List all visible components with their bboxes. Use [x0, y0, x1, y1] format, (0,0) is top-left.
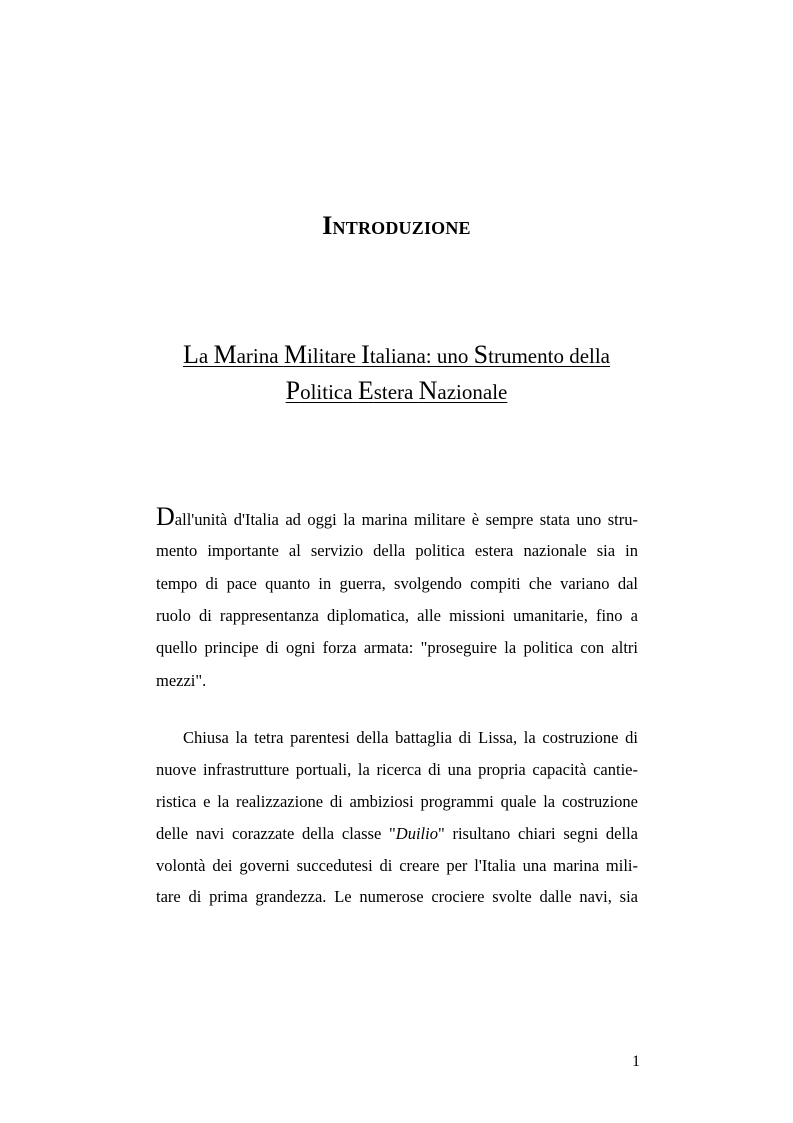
section-subtitle-line-2	[0, 376, 793, 407]
paragraph-text: all'unità d'Italia ad oggi la marina militare è sempre stata uno stru-	[174, 510, 638, 529]
paragraph-2-line-3: ristica e la realizzazione di ambiziosi programmi quale la costruzione	[156, 792, 638, 811]
paragraph-1-line-1	[156, 502, 638, 531]
subtitle-cap: E	[357, 376, 374, 405]
paragraph-text: delle navi corazzate della classe "	[156, 824, 396, 843]
paragraph-1-line-4: ruolo di rappresentanza diplomatica, alle missioni umanitarie, fino a	[156, 606, 638, 625]
subtitle-cap: I	[361, 340, 370, 369]
page-number: 1	[632, 1053, 640, 1070]
subtitle-cap: P	[285, 376, 301, 405]
paragraph-2-line-6: tare di prima grandezza. Le numerose crociere svolte dalle navi, sia	[156, 887, 638, 906]
paragraph-1-line-5: quello principe di ogni forza armata: "proseguire la politica con altri	[156, 638, 638, 657]
subtitle-text: a	[198, 344, 214, 368]
chapter-heading-initial: I	[322, 211, 333, 240]
subtitle-cap: M	[213, 340, 237, 369]
paragraph-2-line-4	[156, 823, 638, 845]
subtitle-text: olitica	[300, 380, 358, 404]
paragraph-1-line-6: mezzi".	[156, 671, 207, 690]
subtitle-cap: N	[418, 376, 438, 405]
subtitle-text: trumento della	[488, 344, 611, 368]
paragraph-2-line-2: nuove infrastrutture portuali, la ricerca di una propria capacità cantie-	[156, 760, 638, 779]
subtitle-text: arina	[236, 344, 284, 368]
subtitle-text: stera	[373, 380, 419, 404]
paragraph-1-line-3: tempo di pace quanto in guerra, svolgendo compiti che variano dal	[156, 574, 638, 593]
subtitle-cap: L	[182, 340, 199, 369]
ship-class-name: Duilio	[395, 824, 438, 843]
paragraph-text: " risultano chiari segni della	[437, 824, 638, 843]
paragraph-dropcap: D	[156, 502, 175, 531]
subtitle-cap: M	[283, 340, 307, 369]
subtitle-text: azionale	[437, 380, 508, 404]
chapter-heading-rest: NTRODUZIONE	[332, 218, 471, 238]
paragraph-2-line-5: volontà dei governi succedutesi di creare per l'Italia una marina mili-	[156, 856, 638, 875]
paragraph-2-line-1: Chiusa la tetra parentesi della battaglia di Lissa, la costruzione di	[183, 728, 638, 747]
section-subtitle-line-1	[0, 340, 793, 371]
subtitle-text: ilitare	[306, 344, 362, 368]
subtitle-text: taliana: uno	[369, 344, 474, 368]
subtitle-cap: S	[473, 340, 489, 369]
paragraph-1-line-2: mento importante al servizio della politica estera nazionale sia in	[156, 541, 638, 560]
chapter-heading	[0, 211, 793, 243]
